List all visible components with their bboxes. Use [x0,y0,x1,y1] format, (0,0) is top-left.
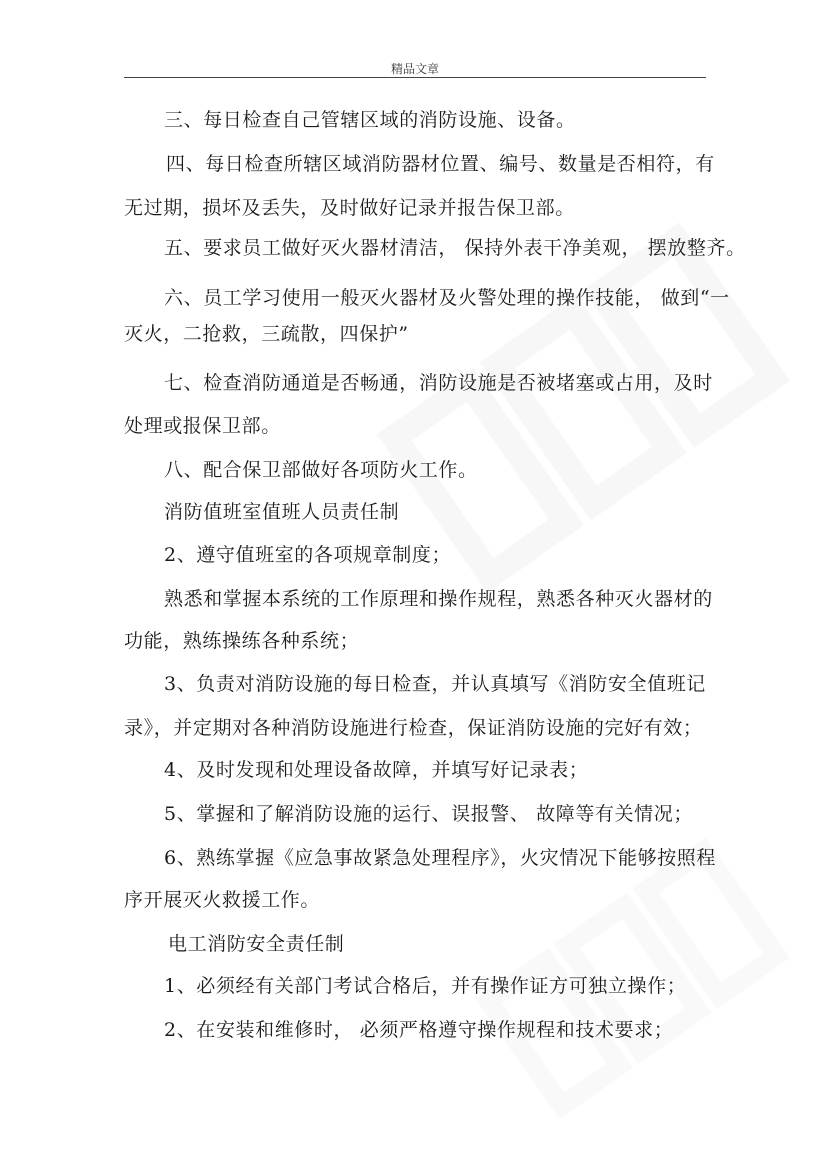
header-divider [124,77,706,78]
body-line: 5、掌握和了解消防设施的运行、误报警、 故障等有关情况； [164,803,693,825]
body-line: 功能，熟练操练各种系统； [124,630,360,652]
section-heading: 消防值班室值班人员责任制 [164,501,400,523]
body-line: 2、遵守值班室的各项规章制度； [164,544,452,566]
body-line: 灭火，二抢救，三疏散，四保护” [124,323,409,345]
body-line: 序开展灭火救援工作。 [124,889,321,911]
body-line: 八、配合保卫部做好各项防火工作。 [164,459,478,481]
page-header-title: 精品文章 [390,62,439,76]
body-line: 1、必须经有关部门考试合格后，并有操作证方可独立操作； [164,975,687,997]
body-line: 处理或报保卫部。 [124,415,281,437]
body-line: 三、每日检查自己管辖区域的消防设施、设备。 [164,109,576,131]
body-line: 2、在安装和维修时， 必须严格遵守操作规程和技术要求； [164,1019,674,1041]
body-line: 无过期，损坏及丢失，及时做好记录并报告保卫部。 [124,197,575,219]
body-line: 6、熟练掌握《应急事故紧急处理程序》，火灾情况下能够按照程 [164,847,716,869]
body-line: 四、每日检查所辖区域消防器材位置、编号、数量是否相符，有 [166,153,715,175]
body-line: 六、员工学习使用一般灭火器材及火警处理的操作技能， 做到“一 [164,287,730,309]
section-heading: 电工消防安全责任制 [168,933,345,955]
body-line: 五、要求员工做好灭火器材清洁， 保持外表干净美观， 摆放整齐。 [164,237,746,259]
body-line: 七、检查消防通道是否畅通，消防设施是否被堵塞或占用，及时 [164,372,713,394]
body-line: 4、及时发现和处理设备故障，并填写好记录表； [164,759,589,781]
body-line: 录》，并定期对各种消防设施进行检查，保证消防设施的完好有效； [124,717,703,739]
body-line: 3、负责对消防设施的每日检查，并认真填写《消防安全值班记 [164,673,706,695]
body-line: 熟悉和掌握本系统的工作原理和操作规程，熟悉各种灭火器材的 [164,588,713,610]
